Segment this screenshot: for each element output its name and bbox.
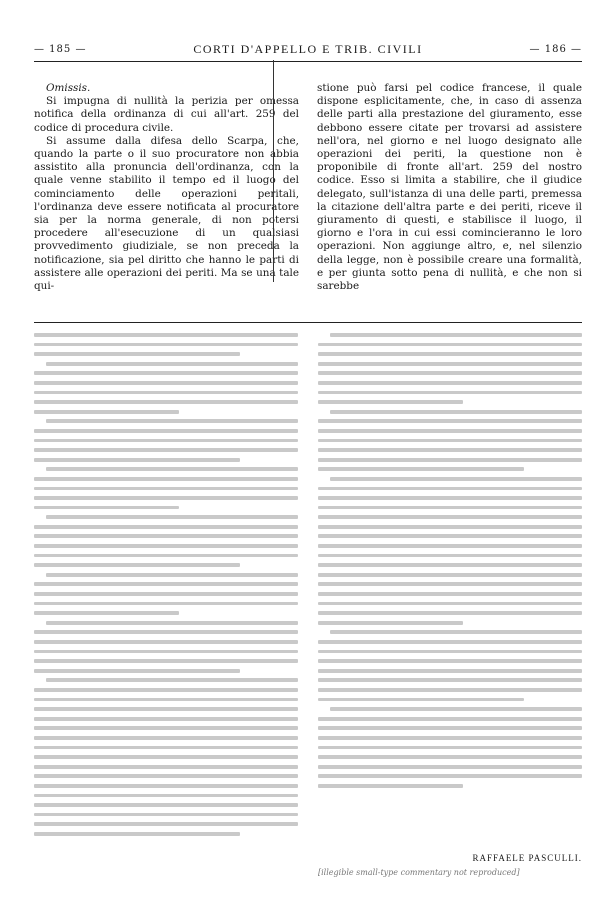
column-divider xyxy=(273,60,274,282)
text-line-placeholder xyxy=(34,592,298,596)
page-number-right: — 186 — xyxy=(529,43,582,55)
text-line-placeholder xyxy=(330,333,582,337)
text-line-placeholder xyxy=(34,611,179,615)
text-line-placeholder xyxy=(318,496,582,500)
text-line-placeholder xyxy=(46,467,298,471)
text-line-placeholder xyxy=(34,400,298,404)
main-text xyxy=(34,82,582,310)
text-line-placeholder xyxy=(318,487,582,491)
running-title: CORTI D'APPELLO E TRIB. CIVILI xyxy=(193,41,423,56)
text-line-placeholder xyxy=(34,822,298,826)
paragraph: Si impugna di nullità la perizia per omessa notifica della ordinanza di cui all'art. 259 del codice di procedura civile. xyxy=(34,95,299,134)
text-line-placeholder xyxy=(318,688,582,692)
text-line-placeholder xyxy=(34,544,298,548)
text-line-placeholder xyxy=(318,621,463,625)
text-line-placeholder xyxy=(34,582,298,586)
text-line-placeholder xyxy=(34,794,298,798)
text-line-placeholder xyxy=(318,784,463,788)
text-line-placeholder xyxy=(318,582,582,586)
text-line-placeholder xyxy=(34,477,298,481)
text-line-placeholder xyxy=(318,467,524,471)
text-line-placeholder xyxy=(34,487,298,491)
text-line-placeholder xyxy=(34,554,298,558)
text-line-placeholder xyxy=(318,659,582,663)
text-line-placeholder xyxy=(34,832,240,836)
text-line-placeholder xyxy=(46,621,298,625)
text-line-placeholder xyxy=(34,640,298,644)
text-line-placeholder xyxy=(34,726,298,730)
text-line-placeholder xyxy=(318,506,582,510)
text-line-placeholder xyxy=(34,688,298,692)
text-line-placeholder xyxy=(318,343,582,347)
text-line-placeholder xyxy=(318,611,582,615)
text-line-placeholder xyxy=(34,563,240,567)
page-number-left: — 185 — xyxy=(34,43,87,55)
text-line-placeholder xyxy=(34,630,298,634)
text-line-placeholder xyxy=(318,602,582,606)
text-line-placeholder xyxy=(318,391,582,395)
text-line-placeholder xyxy=(318,774,582,778)
text-line-placeholder xyxy=(34,659,298,663)
text-line-placeholder xyxy=(34,746,298,750)
text-line-placeholder xyxy=(318,554,582,558)
text-line-placeholder xyxy=(318,573,582,577)
text-line-placeholder xyxy=(34,381,298,385)
text-line-placeholder xyxy=(34,534,298,538)
text-line-placeholder xyxy=(34,717,298,721)
text-line-placeholder xyxy=(34,669,240,673)
commentary-right-column xyxy=(318,333,582,883)
author-signature: RAFFAELE PASCULLI. xyxy=(472,853,582,863)
text-line-placeholder xyxy=(318,429,582,433)
text-line-placeholder xyxy=(318,717,582,721)
text-line-placeholder xyxy=(34,602,298,606)
text-line-placeholder xyxy=(318,352,582,356)
text-line-placeholder xyxy=(318,439,582,443)
text-line-placeholder xyxy=(318,650,582,654)
text-line-placeholder xyxy=(34,650,298,654)
text-line-placeholder xyxy=(330,707,582,711)
commentary-section xyxy=(34,333,582,883)
text-line-placeholder xyxy=(318,419,582,423)
text-line-placeholder xyxy=(34,736,298,740)
text-line-placeholder xyxy=(318,726,582,730)
text-line-placeholder xyxy=(46,419,298,423)
text-line-placeholder xyxy=(318,371,582,375)
text-line-placeholder xyxy=(318,381,582,385)
text-line-placeholder xyxy=(318,544,582,548)
text-line-placeholder xyxy=(46,573,298,577)
text-line-placeholder xyxy=(46,362,298,366)
text-line-placeholder xyxy=(34,755,298,759)
text-line-placeholder xyxy=(318,458,582,462)
text-line-placeholder xyxy=(318,640,582,644)
text-line-placeholder xyxy=(34,813,298,817)
text-line-placeholder xyxy=(330,630,582,634)
text-line-placeholder xyxy=(318,515,582,519)
text-line-placeholder xyxy=(318,755,582,759)
text-line-placeholder xyxy=(34,698,298,702)
text-line-placeholder xyxy=(34,784,298,788)
text-line-placeholder xyxy=(318,525,582,529)
text-line-placeholder xyxy=(330,410,582,414)
text-line-placeholder xyxy=(318,362,582,366)
text-line-placeholder xyxy=(34,439,298,443)
text-line-placeholder xyxy=(318,736,582,740)
text-line-placeholder xyxy=(34,496,298,500)
text-line-placeholder xyxy=(318,563,582,567)
text-line-placeholder xyxy=(34,391,298,395)
section-rule xyxy=(34,322,582,323)
text-line-placeholder xyxy=(34,352,240,356)
paragraph: stione può farsi pel codice francese, il quale dispone esplicitamente, che, in caso di assenza delle parti alla prestazione del giuramento, esse debbono essere citate per trovarsi ad assistere nell'ora, nel giorno e nel luogo designato alle operazioni dei periti, la questione non è proponibile di fronte all'art. 259 del nostro codice. Esso si limita a stabilire, che il giudice delegato, sull'istanza di una delle parti, premessa la citazione dell'altra parte e dei periti, riceve il giuramento di questi, e stabilisce il luogo, il giorno e l'ora in cui essi comincieranno le loro operazioni. Non aggiunge altro, e, nel silenzio della legge, non è possibile creare una formalità, e per giunta sotto pena di nullità, e che non si sarebbe xyxy=(317,82,582,293)
text-line-placeholder xyxy=(46,515,298,519)
text-line-placeholder xyxy=(318,592,582,596)
text-line-placeholder xyxy=(318,678,582,682)
text-line-placeholder xyxy=(34,429,298,433)
text-line-placeholder xyxy=(34,343,298,347)
text-line-placeholder xyxy=(34,707,298,711)
text-line-placeholder xyxy=(34,448,298,452)
text-line-placeholder xyxy=(318,746,582,750)
header-rule xyxy=(34,61,582,62)
paragraph: Si assume dalla difesa dello Scarpa, che, quando la parte o il suo procuratore non abbia assistito alla pronuncia dell'ordinanza, con la quale venne stabilito il tempo ed il luogo del cominciamento delle operazioni peritali, l'ordinanza deve essere notificata al procuratore sia per la norma generale, di non potersi procedere all'esecuzione di un qualsiasi provvedimento giudiziale, se non preceda la notificazione, sia pel diritto che hanno le parti di assistere alle operazioni dei periti. Ma se una tale qui- xyxy=(34,134,299,293)
text-line-placeholder xyxy=(34,506,179,510)
text-line-placeholder xyxy=(34,410,179,414)
text-line-placeholder xyxy=(318,669,582,673)
text-line-placeholder xyxy=(34,774,298,778)
main-text-right-column xyxy=(317,82,582,310)
text-line-placeholder xyxy=(330,477,582,481)
text-line-placeholder xyxy=(34,371,298,375)
text-line-placeholder xyxy=(318,534,582,538)
text-line-placeholder xyxy=(34,525,298,529)
text-line-placeholder xyxy=(34,765,298,769)
omission-note: [illegible small-type commentary not reproduced] xyxy=(318,868,520,877)
text-line-placeholder xyxy=(318,400,463,404)
text-line-placeholder xyxy=(318,765,582,769)
text-line-placeholder xyxy=(318,448,582,452)
commentary-left-column xyxy=(34,333,298,883)
main-text-left-column xyxy=(34,82,299,310)
text-line-placeholder xyxy=(34,333,298,337)
document-page xyxy=(34,40,582,883)
text-line-placeholder xyxy=(46,678,298,682)
running-header xyxy=(34,40,582,58)
omissis-lead: Omissis. xyxy=(46,82,91,94)
text-line-placeholder xyxy=(34,803,298,807)
text-line-placeholder xyxy=(34,458,240,462)
text-line-placeholder xyxy=(318,698,524,702)
